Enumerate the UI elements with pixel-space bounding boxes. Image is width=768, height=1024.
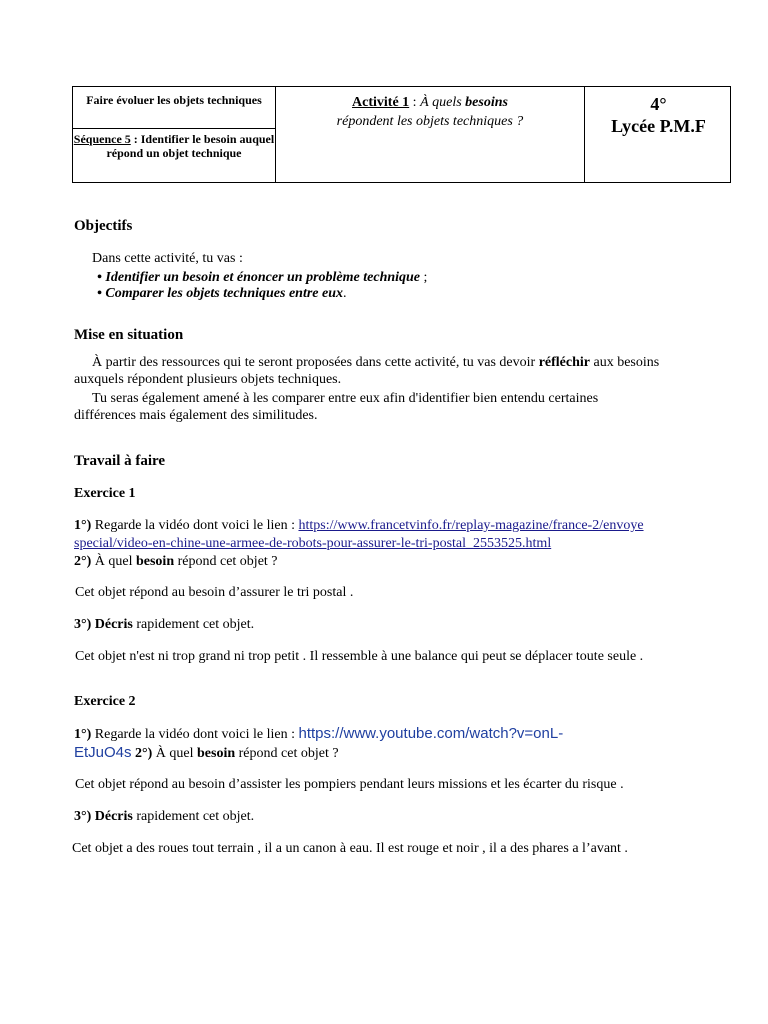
theme-title: Faire évoluer les objets techniques bbox=[73, 87, 275, 129]
ex1-q2-bold: besoin bbox=[135, 554, 175, 569]
objectifs-heading: Objectifs bbox=[74, 218, 133, 234]
ex1-q1-number: 1°) bbox=[74, 518, 92, 533]
objectif-item-1-text: • Identifier un besoin et énoncer un problème technique bbox=[97, 270, 421, 285]
ex2-video-link-b[interactable]: EtJuO4s bbox=[74, 744, 132, 761]
ex2-q1-number: 1°) bbox=[74, 727, 92, 742]
ex2-q2-text-c: répond cet objet ? bbox=[235, 746, 339, 761]
situation-p1-line1 bbox=[92, 354, 659, 371]
ex2-video-link-a[interactable]: https://www.youtube.com/watch?v=onL- bbox=[298, 725, 564, 742]
exercice-1-heading: Exercice 1 bbox=[74, 486, 136, 501]
ex2-q3-number: 3°) Décris bbox=[74, 809, 133, 824]
ex2-q3-text: rapidement cet objet. bbox=[132, 809, 255, 824]
ex1-video-link-line2[interactable]: special/video-en-chine-une-armee-de-robots-pour-assurer-le-tri-postal_2553525.html bbox=[74, 536, 552, 551]
objectif-item-2-end: . bbox=[343, 286, 347, 301]
situation-p1-end: aux besoins bbox=[590, 355, 660, 370]
objectifs-intro: Dans cette activité, tu vas : bbox=[92, 251, 243, 266]
objectif-item-1 bbox=[97, 269, 427, 286]
ex1-answer-3: Cet objet n'est ni trop grand ni trop petit . Il ressemble à une balance qui peut se déplacer toute seule . bbox=[75, 649, 644, 664]
situation-p2-line1: Tu seras également amené à les comparer entre eux afin d'identifier bien entendu certaines bbox=[92, 391, 599, 406]
ex1-video-link-line2-wrap bbox=[74, 535, 551, 552]
header-right-cell bbox=[586, 87, 731, 137]
ex1-question-2 bbox=[74, 553, 278, 570]
school-name: Lycée P.M.F bbox=[611, 116, 706, 136]
ex2-question-3 bbox=[74, 808, 254, 825]
exercice-2-heading: Exercice 2 bbox=[74, 694, 136, 709]
situation-p1-bold: réfléchir bbox=[538, 355, 590, 370]
objectif-item-2-text: • Comparer les objets techniques entre eux bbox=[97, 286, 344, 301]
header-table bbox=[72, 86, 731, 183]
situation-p1-text: À partir des ressources qui te seront proposées dans cette activité, tu vas devoir bbox=[92, 355, 539, 370]
ex2-question-1 bbox=[74, 725, 563, 743]
ex2-answer-2: Cet objet répond au besoin d’assister les pompiers pendant leurs missions et les écarter du risque . bbox=[75, 777, 624, 792]
ex2-q2-number: 2°) bbox=[131, 746, 153, 761]
ex1-question-3 bbox=[74, 616, 254, 633]
ex2-q1-text: Regarde la vidéo dont voici le lien : bbox=[91, 727, 299, 742]
travail-heading: Travail à faire bbox=[74, 453, 166, 469]
sequence-label: Séquence 5 bbox=[73, 132, 131, 146]
ex2-line2 bbox=[74, 744, 339, 762]
ex1-video-link-line1[interactable]: https://www.francetvinfo.fr/replay-magazine/france-2/envoye bbox=[298, 518, 644, 533]
activity-question-part1: À quels bbox=[420, 95, 466, 110]
sequence-title bbox=[73, 129, 275, 160]
grade-level: 4° bbox=[650, 94, 667, 114]
situation-heading: Mise en situation bbox=[74, 327, 184, 343]
ex2-answer-3: Cet objet a des roues tout terrain , il a un canon à eau. Il est rouge et noir , il a des phares a l’avant . bbox=[72, 841, 628, 856]
activity-title bbox=[276, 87, 585, 182]
ex1-q3-text: rapidement cet objet. bbox=[132, 617, 255, 632]
ex1-q2-text-c: répond cet objet ? bbox=[174, 554, 278, 569]
ex2-q2-text-a: À quel bbox=[152, 746, 198, 761]
activity-question-bold: besoins bbox=[465, 95, 508, 110]
ex1-q2-number: 2°) bbox=[74, 554, 92, 569]
situation-p2-line2: différences mais également des similitudes. bbox=[74, 408, 318, 423]
ex1-q1-text: Regarde la vidéo dont voici le lien : bbox=[91, 518, 299, 533]
activity-question-part2: répondent les objets techniques ? bbox=[336, 114, 524, 129]
sequence-text: : Identifier le besoin auquel répond un objet technique bbox=[106, 132, 275, 160]
ex2-q2-bold: besoin bbox=[197, 746, 236, 761]
ex1-q3-number: 3°) Décris bbox=[74, 617, 133, 632]
ex1-answer-2: Cet objet répond au besoin d’assurer le tri postal . bbox=[75, 585, 354, 600]
situation-p1-line2: auxquels répondent plusieurs objets techniques. bbox=[74, 372, 342, 387]
ex1-question-1 bbox=[74, 517, 644, 534]
objectif-item-1-end: ; bbox=[420, 270, 428, 285]
activity-label: Activité 1 bbox=[352, 95, 410, 110]
objectif-item-2 bbox=[97, 285, 347, 302]
header-left-cell bbox=[73, 87, 276, 182]
ex1-q2-text-a: À quel bbox=[91, 554, 136, 569]
activity-sep: : bbox=[409, 95, 421, 110]
